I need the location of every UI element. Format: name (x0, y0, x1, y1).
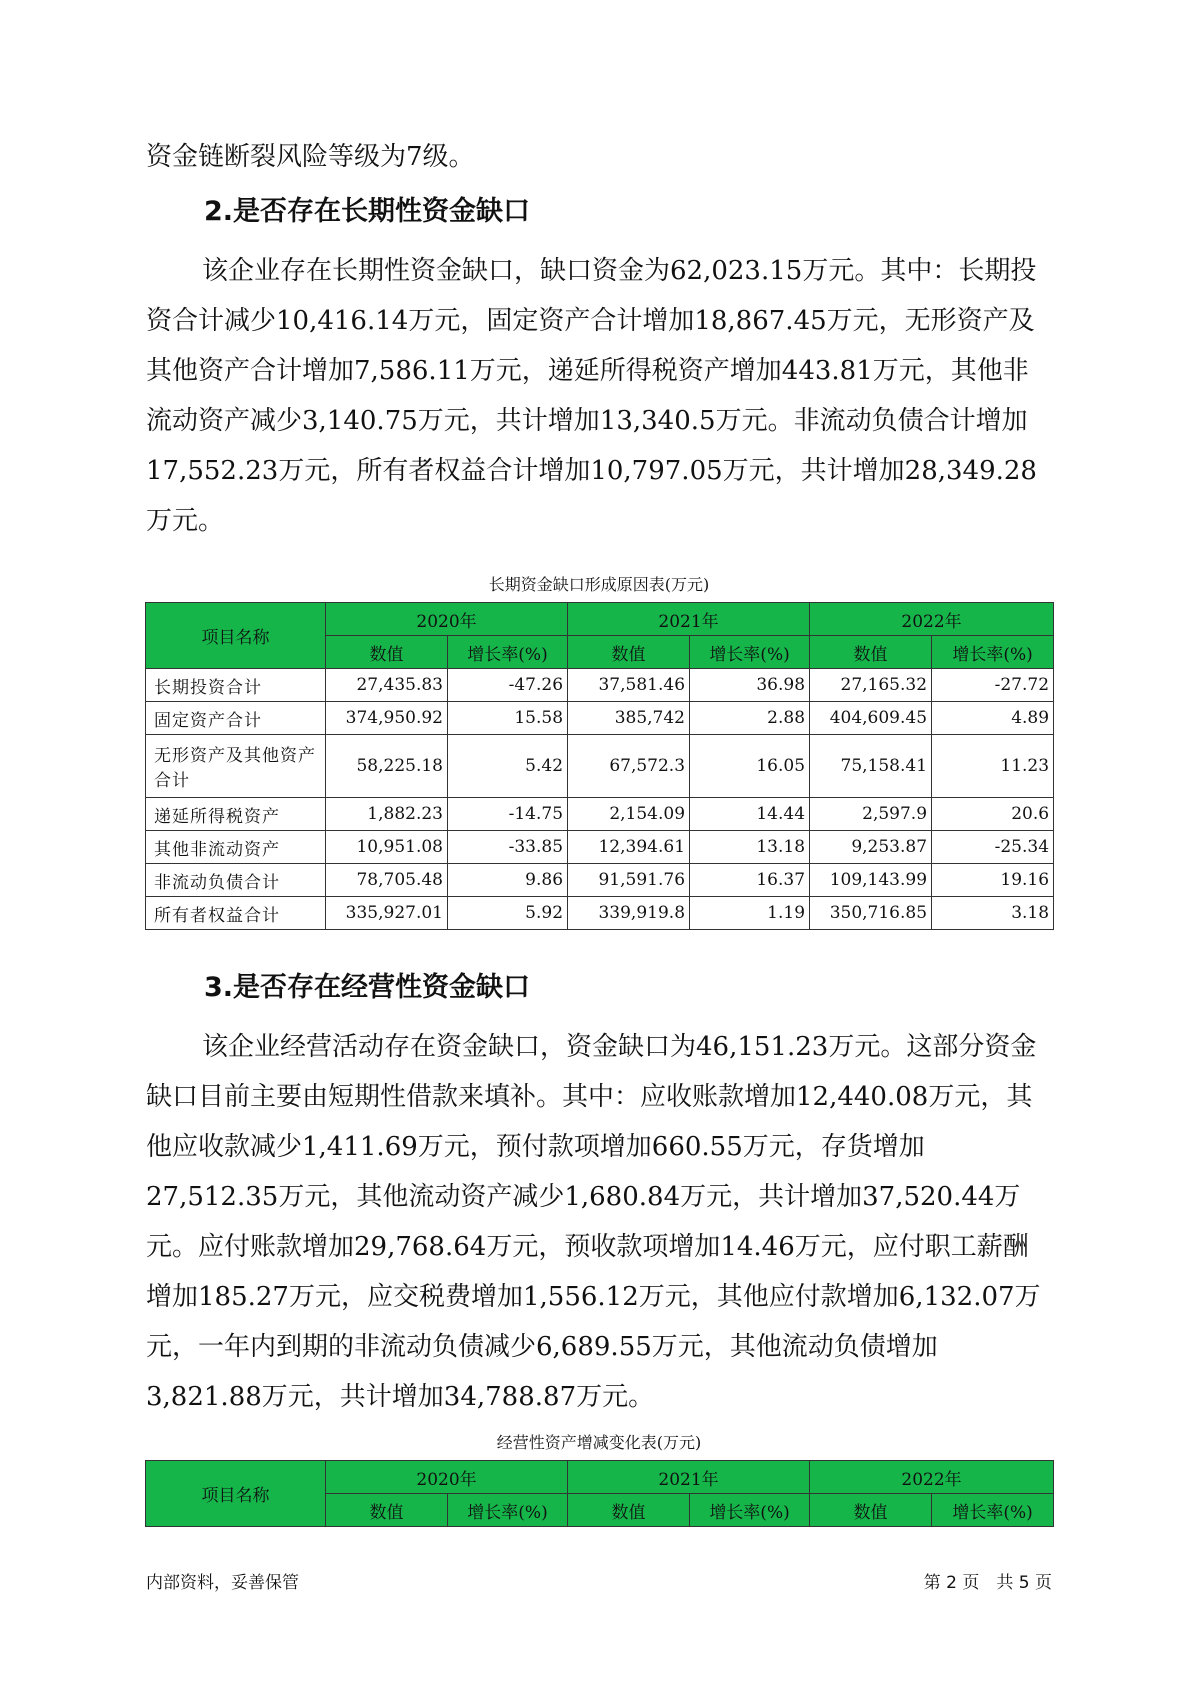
row-name: 递延所得税资产 (146, 798, 326, 831)
cell: 20.6 (932, 798, 1054, 831)
table-row (146, 864, 1054, 897)
cell: 14.44 (690, 798, 810, 831)
cell: 10,951.08 (326, 831, 448, 864)
footer-page-number: 第 2 页 共 5 页 (923, 1573, 1052, 1593)
row-name: 无形资产及其他资产合计 (146, 735, 326, 798)
cell: -33.85 (448, 831, 568, 864)
footer-confidential-note: 内部资料，妥善保管 (146, 1573, 299, 1593)
header-year-2021: 2021年 (568, 603, 810, 636)
cell: 11.23 (932, 735, 1054, 798)
table-row (146, 831, 1054, 864)
cell: 12,394.61 (568, 831, 690, 864)
header-year-2022: 2022年 (810, 1461, 1054, 1494)
cell: -14.75 (448, 798, 568, 831)
cell: 13.18 (690, 831, 810, 864)
long-term-gap-table (145, 602, 1054, 930)
cell: 5.42 (448, 735, 568, 798)
cell: 2.88 (690, 702, 810, 735)
row-name: 其他非流动资产 (146, 831, 326, 864)
section-3-heading: 3.是否存在经营性资金缺口 (204, 972, 531, 1003)
section-2-heading: 2.是否存在长期性资金缺口 (204, 196, 531, 227)
table-row (146, 735, 1054, 798)
cell: 350,716.85 (810, 897, 932, 930)
cell: 335,927.01 (326, 897, 448, 930)
header-year-2020: 2020年 (326, 1461, 568, 1494)
header-item-name: 项目名称 (146, 603, 326, 669)
table-row (146, 798, 1054, 831)
cell: -27.72 (932, 669, 1054, 702)
row-name: 固定资产合计 (146, 702, 326, 735)
cell: 19.16 (932, 864, 1054, 897)
header-rate: 增长率(%) (448, 636, 568, 669)
cell: 9,253.87 (810, 831, 932, 864)
cell: 4.89 (932, 702, 1054, 735)
cell: -25.34 (932, 831, 1054, 864)
table-row (146, 669, 1054, 702)
header-rate: 增长率(%) (932, 1494, 1054, 1527)
row-name: 非流动负债合计 (146, 864, 326, 897)
header-value: 数值 (326, 1494, 448, 1527)
cell: 75,158.41 (810, 735, 932, 798)
cell: 27,165.32 (810, 669, 932, 702)
header-value: 数值 (810, 1494, 932, 1527)
cell: 374,950.92 (326, 702, 448, 735)
cell: 1,882.23 (326, 798, 448, 831)
intro-line: 资金链断裂风险等级为7级。 (146, 142, 475, 172)
operating-assets-table (145, 1460, 1054, 1527)
cell: 2,597.9 (810, 798, 932, 831)
header-rate: 增长率(%) (690, 636, 810, 669)
table-1-caption: 长期资金缺口形成原因表(万元) (488, 575, 710, 594)
header-year-2022: 2022年 (810, 603, 1054, 636)
cell: 2,154.09 (568, 798, 690, 831)
row-name: 长期投资合计 (146, 669, 326, 702)
header-value: 数值 (326, 636, 448, 669)
header-value: 数值 (568, 1494, 690, 1527)
cell: 1.19 (690, 897, 810, 930)
cell: 78,705.48 (326, 864, 448, 897)
header-rate: 增长率(%) (690, 1494, 810, 1527)
table-row (146, 897, 1054, 930)
table-row (146, 702, 1054, 735)
header-year-2020: 2020年 (326, 603, 568, 636)
header-rate: 增长率(%) (932, 636, 1054, 669)
section-2-paragraph: 该企业存在长期性资金缺口，缺口资金为62,023.15万元。其中：长期投资合计减少10,416.14万元，固定资产合计增加18,867.45万元，无形资产及其他资产合计增加7,586.11万元，递延所得税资产增加443.81万元，其他非流动资产减少3,140.75万元，共计增加13,340.5万元。非流动负债合计增加17,552.23万元，所有者权益合计增加10,797.05万元，共计增加28,349.28万元。 (146, 256, 1037, 536)
cell: 5.92 (448, 897, 568, 930)
header-item-name: 项目名称 (146, 1461, 326, 1527)
cell: 16.05 (690, 735, 810, 798)
cell: 339,919.8 (568, 897, 690, 930)
cell: 385,742 (568, 702, 690, 735)
cell: 67,572.3 (568, 735, 690, 798)
header-value: 数值 (568, 636, 690, 669)
cell: 58,225.18 (326, 735, 448, 798)
table-2-caption: 经营性资产增减变化表(万元) (496, 1433, 702, 1452)
cell: 15.58 (448, 702, 568, 735)
header-year-2021: 2021年 (568, 1461, 810, 1494)
row-name: 所有者权益合计 (146, 897, 326, 930)
cell: -47.26 (448, 669, 568, 702)
header-rate: 增长率(%) (448, 1494, 568, 1527)
cell: 27,435.83 (326, 669, 448, 702)
cell: 3.18 (932, 897, 1054, 930)
cell: 9.86 (448, 864, 568, 897)
cell: 404,609.45 (810, 702, 932, 735)
cell: 36.98 (690, 669, 810, 702)
cell: 16.37 (690, 864, 810, 897)
header-value: 数值 (810, 636, 932, 669)
cell: 37,581.46 (568, 669, 690, 702)
cell: 91,591.76 (568, 864, 690, 897)
cell: 109,143.99 (810, 864, 932, 897)
section-3-paragraph: 该企业经营活动存在资金缺口，资金缺口为46,151.23万元。这部分资金缺口目前主要由短期性借款来填补。其中：应收账款增加12,440.08万元，其他应收款减少1,411.69万元，预付款项增加660.55万元，存货增加27,512.35万元，其他流动资产减少1,680.84万元，共计增加37,520.44万元。应付账款增加29,768.64万元，预收款项增加14.46万元，应付职工薪酬增加185.27万元，应交税费增加1,556.12万元，其他应付款增加6,132.07万元，一年内到期的非流动负债减少6,689.55万元，其他流动负债增加3,821.88万元，共计增加34,788.87万元。 (146, 1032, 1041, 1412)
